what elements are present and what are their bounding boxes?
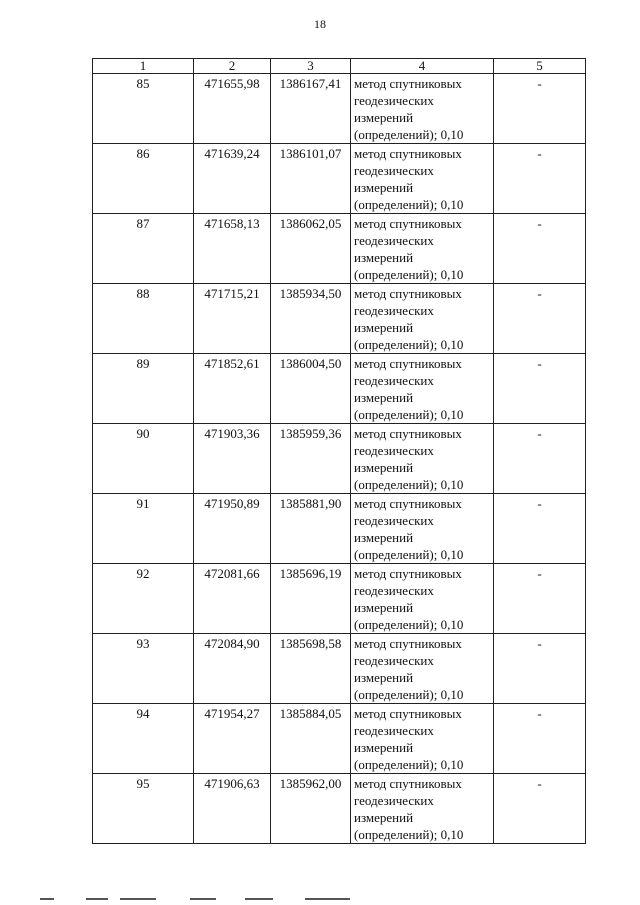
method-line: геодезических [354, 233, 434, 248]
method-cell [351, 284, 494, 354]
method-line: (определений); 0,10 [354, 757, 464, 772]
note-cell: - [494, 424, 586, 494]
method-line: измерений [354, 810, 414, 825]
table-row [93, 214, 586, 284]
table-row [93, 494, 586, 564]
method-cell [351, 704, 494, 774]
note-cell: - [494, 354, 586, 424]
note-cell: - [494, 74, 586, 144]
note-cell: - [494, 214, 586, 284]
method-line: измерений [354, 320, 414, 335]
method-line: метод спутниковых [354, 216, 462, 231]
method-line: измерений [354, 600, 414, 615]
x-coordinate-cell: 471658,13 [194, 214, 271, 284]
page-number: 18 [314, 17, 326, 31]
method-line: измерений [354, 740, 414, 755]
point-number-cell: 85 [93, 74, 194, 144]
note-cell: - [494, 774, 586, 844]
method-line: геодезических [354, 723, 434, 738]
point-number-cell: 95 [93, 774, 194, 844]
point-number-cell: 93 [93, 634, 194, 704]
method-line: (определений); 0,10 [354, 617, 464, 632]
table-row [93, 354, 586, 424]
method-line: измерений [354, 250, 414, 265]
point-number-cell: 94 [93, 704, 194, 774]
table-row [93, 74, 586, 144]
note-cell: - [494, 284, 586, 354]
method-cell [351, 144, 494, 214]
header-cell: 5 [494, 59, 586, 74]
point-number-cell: 91 [93, 494, 194, 564]
method-line: геодезических [354, 793, 434, 808]
x-coordinate-cell: 472084,90 [194, 634, 271, 704]
method-line: геодезических [354, 163, 434, 178]
note-cell: - [494, 494, 586, 564]
table-row [93, 424, 586, 494]
note-cell: - [494, 634, 586, 704]
method-line: (определений); 0,10 [354, 197, 464, 212]
method-cell [351, 354, 494, 424]
method-line: (определений); 0,10 [354, 337, 464, 352]
method-cell [351, 74, 494, 144]
coordinates-table [92, 58, 586, 844]
method-line: измерений [354, 110, 414, 125]
header-cell: 2 [194, 59, 271, 74]
method-line: измерений [354, 390, 414, 405]
method-cell [351, 424, 494, 494]
header-cell: 3 [271, 59, 351, 74]
point-number-cell: 87 [93, 214, 194, 284]
method-line: геодезических [354, 303, 434, 318]
method-line: измерений [354, 180, 414, 195]
method-line: измерений [354, 460, 414, 475]
method-line: (определений); 0,10 [354, 407, 464, 422]
x-coordinate-cell: 472081,66 [194, 564, 271, 634]
method-line: метод спутниковых [354, 286, 462, 301]
note-cell: - [494, 144, 586, 214]
table-row [93, 634, 586, 704]
y-coordinate-cell: 1386167,41 [271, 74, 351, 144]
method-line: геодезических [354, 513, 434, 528]
method-line: метод спутниковых [354, 636, 462, 651]
method-line: измерений [354, 530, 414, 545]
method-line: метод спутниковых [354, 76, 462, 91]
y-coordinate-cell: 1385962,00 [271, 774, 351, 844]
table-row [93, 284, 586, 354]
method-line: геодезических [354, 583, 434, 598]
method-line: геодезических [354, 373, 434, 388]
table-header-row [93, 59, 586, 74]
x-coordinate-cell: 471903,36 [194, 424, 271, 494]
y-coordinate-cell: 1386004,50 [271, 354, 351, 424]
method-line: метод спутниковых [354, 496, 462, 511]
y-coordinate-cell: 1385959,36 [271, 424, 351, 494]
table-row [93, 564, 586, 634]
y-coordinate-cell: 1385884,05 [271, 704, 351, 774]
y-coordinate-cell: 1385934,50 [271, 284, 351, 354]
method-line: (определений); 0,10 [354, 267, 464, 282]
method-line: (определений); 0,10 [354, 127, 464, 142]
method-line: (определений); 0,10 [354, 477, 464, 492]
table-row [93, 704, 586, 774]
method-line: метод спутниковых [354, 356, 462, 371]
method-line: геодезических [354, 93, 434, 108]
method-line: геодезических [354, 443, 434, 458]
method-line: метод спутниковых [354, 566, 462, 581]
x-coordinate-cell: 471950,89 [194, 494, 271, 564]
point-number-cell: 86 [93, 144, 194, 214]
point-number-cell: 89 [93, 354, 194, 424]
x-coordinate-cell: 471852,61 [194, 354, 271, 424]
header-cell: 1 [93, 59, 194, 74]
method-line: (определений); 0,10 [354, 687, 464, 702]
method-line: (определений); 0,10 [354, 547, 464, 562]
note-cell: - [494, 704, 586, 774]
x-coordinate-cell: 471639,24 [194, 144, 271, 214]
point-number-cell: 88 [93, 284, 194, 354]
method-cell [351, 564, 494, 634]
table-row [93, 144, 586, 214]
method-line: метод спутниковых [354, 146, 462, 161]
method-cell [351, 634, 494, 704]
x-coordinate-cell: 471906,63 [194, 774, 271, 844]
point-number-cell: 90 [93, 424, 194, 494]
method-line: геодезических [354, 653, 434, 668]
y-coordinate-cell: 1385696,19 [271, 564, 351, 634]
method-line: метод спутниковых [354, 706, 462, 721]
method-cell [351, 214, 494, 284]
table-row [93, 774, 586, 844]
method-cell [351, 774, 494, 844]
y-coordinate-cell: 1386062,05 [271, 214, 351, 284]
method-line: (определений); 0,10 [354, 827, 464, 842]
point-number-cell: 92 [93, 564, 194, 634]
y-coordinate-cell: 1385698,58 [271, 634, 351, 704]
y-coordinate-cell: 1385881,90 [271, 494, 351, 564]
x-coordinate-cell: 471954,27 [194, 704, 271, 774]
x-coordinate-cell: 471715,21 [194, 284, 271, 354]
method-line: измерений [354, 670, 414, 685]
page-bottom-edge-marks [40, 898, 360, 902]
method-line: метод спутниковых [354, 776, 462, 791]
header-cell: 4 [351, 59, 494, 74]
method-line: метод спутниковых [354, 426, 462, 441]
method-cell [351, 494, 494, 564]
y-coordinate-cell: 1386101,07 [271, 144, 351, 214]
x-coordinate-cell: 471655,98 [194, 74, 271, 144]
note-cell: - [494, 564, 586, 634]
